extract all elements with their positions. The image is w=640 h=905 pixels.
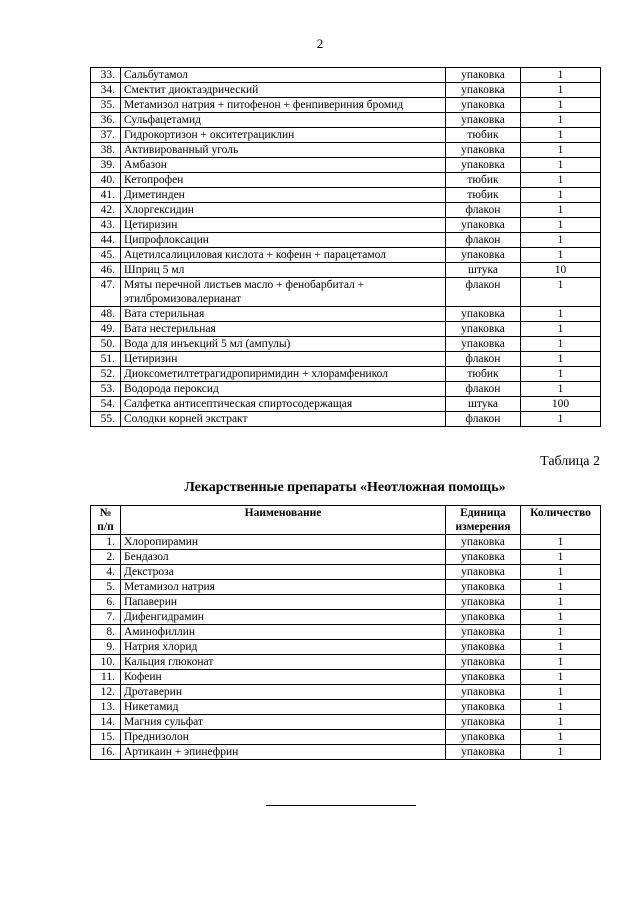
quantity: 1 [521, 730, 601, 745]
row-number: 52. [91, 367, 121, 382]
table-row [91, 382, 601, 397]
table-row [91, 352, 601, 367]
table-row [91, 188, 601, 203]
table-row [91, 535, 601, 550]
item-name: Цетиризин [121, 218, 446, 233]
table-row [91, 143, 601, 158]
table-row [91, 98, 601, 113]
item-name: Шприц 5 мл [121, 263, 446, 278]
unit-of-measure: упаковка [446, 625, 521, 640]
unit-of-measure: упаковка [446, 685, 521, 700]
quantity: 1 [521, 128, 601, 143]
quantity: 1 [521, 98, 601, 113]
row-number: 34. [91, 83, 121, 98]
row-number: 33. [91, 68, 121, 83]
item-name: Вата стерильная [121, 307, 446, 322]
quantity: 1 [521, 218, 601, 233]
item-name: Аминофиллин [121, 625, 446, 640]
quantity: 1 [521, 670, 601, 685]
item-name: Магния сульфат [121, 715, 446, 730]
quantity: 1 [521, 188, 601, 203]
row-number: 46. [91, 263, 121, 278]
item-name: Диоксометилтетрагидропиримидин + хлорамфеникол [121, 367, 446, 382]
unit-of-measure: флакон [446, 352, 521, 367]
row-number: 37. [91, 128, 121, 143]
quantity: 1 [521, 655, 601, 670]
unit-of-measure: флакон [446, 203, 521, 218]
quantity: 1 [521, 382, 601, 397]
table-row [91, 580, 601, 595]
table-row [91, 412, 601, 427]
row-number: 6. [91, 595, 121, 610]
unit-of-measure: упаковка [446, 715, 521, 730]
unit-of-measure: упаковка [446, 143, 521, 158]
item-name: Гидрокортизон + окситетрациклин [121, 128, 446, 143]
table-row [91, 397, 601, 412]
item-name: Сальбутамол [121, 68, 446, 83]
table-row [91, 625, 601, 640]
table-row [91, 278, 601, 307]
unit-of-measure: штука [446, 397, 521, 412]
row-number: 1. [91, 535, 121, 550]
quantity: 1 [521, 68, 601, 83]
quantity: 1 [521, 158, 601, 173]
unit-of-measure: тюбик [446, 367, 521, 382]
unit-of-measure: упаковка [446, 83, 521, 98]
item-name: Кетопрофен [121, 173, 446, 188]
unit-of-measure: упаковка [446, 307, 521, 322]
row-number: 47. [91, 278, 121, 307]
item-name: Водорода пероксид [121, 382, 446, 397]
table-row [91, 745, 601, 760]
row-number: 40. [91, 173, 121, 188]
unit-of-measure: упаковка [446, 655, 521, 670]
table-row [91, 550, 601, 565]
item-name: Мяты перечной листьев масло + фенобарбитал + этилбромизовалерианат [121, 278, 446, 307]
row-number: 15. [91, 730, 121, 745]
table-row [91, 337, 601, 352]
item-name: Никетамид [121, 700, 446, 715]
unit-of-measure: упаковка [446, 322, 521, 337]
page-number: 2 [316, 36, 324, 51]
table-row [91, 322, 601, 337]
table-2-title: Лекарственные препараты «Неотложная помощь» [184, 480, 506, 495]
table-row [91, 307, 601, 322]
quantity: 1 [521, 278, 601, 307]
row-number: 42. [91, 203, 121, 218]
signature-rule [266, 805, 416, 806]
row-number: 9. [91, 640, 121, 655]
unit-of-measure: штука [446, 263, 521, 278]
row-number: 41. [91, 188, 121, 203]
unit-of-measure: упаковка [446, 68, 521, 83]
row-number: 45. [91, 248, 121, 263]
item-name: Салфетка антисептическая спиртосодержащая [121, 397, 446, 412]
row-number: 8. [91, 625, 121, 640]
row-number: 51. [91, 352, 121, 367]
table-row [91, 655, 601, 670]
row-number: 43. [91, 218, 121, 233]
quantity: 1 [521, 610, 601, 625]
quantity: 10 [521, 263, 601, 278]
row-number: 5. [91, 580, 121, 595]
item-name: Папаверин [121, 595, 446, 610]
item-name: Бендазол [121, 550, 446, 565]
quantity: 1 [521, 412, 601, 427]
unit-of-measure: тюбик [446, 128, 521, 143]
row-number: 13. [91, 700, 121, 715]
row-number: 44. [91, 233, 121, 248]
supplies-table-continued [90, 67, 601, 427]
unit-of-measure: упаковка [446, 580, 521, 595]
item-name: Сульфацетамид [121, 113, 446, 128]
header-unit: Единица измерения [446, 506, 521, 535]
unit-of-measure: упаковка [446, 730, 521, 745]
row-number: 50. [91, 337, 121, 352]
item-name: Вата нестерильная [121, 322, 446, 337]
table-row [91, 233, 601, 248]
quantity: 1 [521, 535, 601, 550]
table-row [91, 158, 601, 173]
item-name: Декстроза [121, 565, 446, 580]
table-row [91, 670, 601, 685]
unit-of-measure: упаковка [446, 98, 521, 113]
row-number: 14. [91, 715, 121, 730]
table-header-row [91, 506, 601, 535]
quantity: 1 [521, 715, 601, 730]
item-name: Хлоропирамин [121, 535, 446, 550]
row-number: 12. [91, 685, 121, 700]
unit-of-measure: упаковка [446, 113, 521, 128]
quantity: 1 [521, 173, 601, 188]
item-name: Хлоргексидин [121, 203, 446, 218]
unit-of-measure: упаковка [446, 535, 521, 550]
item-name: Смектит диоктаэдрический [121, 83, 446, 98]
row-number: 49. [91, 322, 121, 337]
row-number: 55. [91, 412, 121, 427]
unit-of-measure: упаковка [446, 670, 521, 685]
quantity: 100 [521, 397, 601, 412]
item-name: Амбазон [121, 158, 446, 173]
item-name: Цетиризин [121, 352, 446, 367]
unit-of-measure: упаковка [446, 337, 521, 352]
unit-of-measure: упаковка [446, 700, 521, 715]
item-name: Преднизолон [121, 730, 446, 745]
row-number: 35. [91, 98, 121, 113]
table-row [91, 610, 601, 625]
table-row [91, 595, 601, 610]
unit-of-measure: упаковка [446, 745, 521, 760]
row-number: 53. [91, 382, 121, 397]
quantity: 1 [521, 595, 601, 610]
row-number: 10. [91, 655, 121, 670]
row-number: 11. [91, 670, 121, 685]
table-row [91, 173, 601, 188]
table-row [91, 715, 601, 730]
item-name: Метамизол натрия + питофенон + фенпивериния бромид [121, 98, 446, 113]
table-row [91, 68, 601, 83]
table-row [91, 248, 601, 263]
table-row [91, 565, 601, 580]
table-2-caption: Таблица 2 [540, 454, 600, 469]
table-row [91, 128, 601, 143]
table-row [91, 263, 601, 278]
header-num: № п/п [91, 506, 121, 535]
quantity: 1 [521, 203, 601, 218]
quantity: 1 [521, 83, 601, 98]
unit-of-measure: упаковка [446, 158, 521, 173]
item-name: Кальция глюконат [121, 655, 446, 670]
unit-of-measure: флакон [446, 382, 521, 397]
item-name: Натрия хлорид [121, 640, 446, 655]
item-name: Артикаин + эпинефрин [121, 745, 446, 760]
quantity: 1 [521, 307, 601, 322]
table-row [91, 218, 601, 233]
table-row [91, 367, 601, 382]
quantity: 1 [521, 580, 601, 595]
item-name: Кофеин [121, 670, 446, 685]
row-number: 7. [91, 610, 121, 625]
quantity: 1 [521, 113, 601, 128]
header-qty: Количество [521, 506, 601, 535]
row-number: 4. [91, 565, 121, 580]
item-name: Дифенгидрамин [121, 610, 446, 625]
quantity: 1 [521, 565, 601, 580]
table-row [91, 203, 601, 218]
quantity: 1 [521, 352, 601, 367]
table-row [91, 113, 601, 128]
unit-of-measure: флакон [446, 278, 521, 307]
quantity: 1 [521, 625, 601, 640]
quantity: 1 [521, 745, 601, 760]
item-name: Солодки корней экстракт [121, 412, 446, 427]
quantity: 1 [521, 143, 601, 158]
row-number: 54. [91, 397, 121, 412]
table-row [91, 83, 601, 98]
emergency-drugs-table [90, 505, 601, 760]
quantity: 1 [521, 233, 601, 248]
unit-of-measure: упаковка [446, 218, 521, 233]
header-name: Наименование [121, 506, 446, 535]
item-name: Ацетилсалициловая кислота + кофеин + парацетамол [121, 248, 446, 263]
unit-of-measure: флакон [446, 233, 521, 248]
table-row [91, 700, 601, 715]
row-number: 38. [91, 143, 121, 158]
quantity: 1 [521, 322, 601, 337]
table-row [91, 685, 601, 700]
item-name: Диметинден [121, 188, 446, 203]
row-number: 16. [91, 745, 121, 760]
quantity: 1 [521, 550, 601, 565]
unit-of-measure: флакон [446, 412, 521, 427]
quantity: 1 [521, 367, 601, 382]
quantity: 1 [521, 337, 601, 352]
item-name: Ципрофлоксацин [121, 233, 446, 248]
unit-of-measure: тюбик [446, 173, 521, 188]
item-name: Дротаверин [121, 685, 446, 700]
row-number: 48. [91, 307, 121, 322]
unit-of-measure: упаковка [446, 565, 521, 580]
quantity: 1 [521, 685, 601, 700]
item-name: Метамизол натрия [121, 580, 446, 595]
table-row [91, 640, 601, 655]
unit-of-measure: упаковка [446, 248, 521, 263]
row-number: 39. [91, 158, 121, 173]
unit-of-measure: упаковка [446, 550, 521, 565]
unit-of-measure: упаковка [446, 640, 521, 655]
quantity: 1 [521, 640, 601, 655]
quantity: 1 [521, 248, 601, 263]
table-row [91, 730, 601, 745]
unit-of-measure: упаковка [446, 595, 521, 610]
item-name: Активированный уголь [121, 143, 446, 158]
item-name: Вода для инъекций 5 мл (ампулы) [121, 337, 446, 352]
row-number: 2. [91, 550, 121, 565]
unit-of-measure: упаковка [446, 610, 521, 625]
quantity: 1 [521, 700, 601, 715]
unit-of-measure: тюбик [446, 188, 521, 203]
row-number: 36. [91, 113, 121, 128]
